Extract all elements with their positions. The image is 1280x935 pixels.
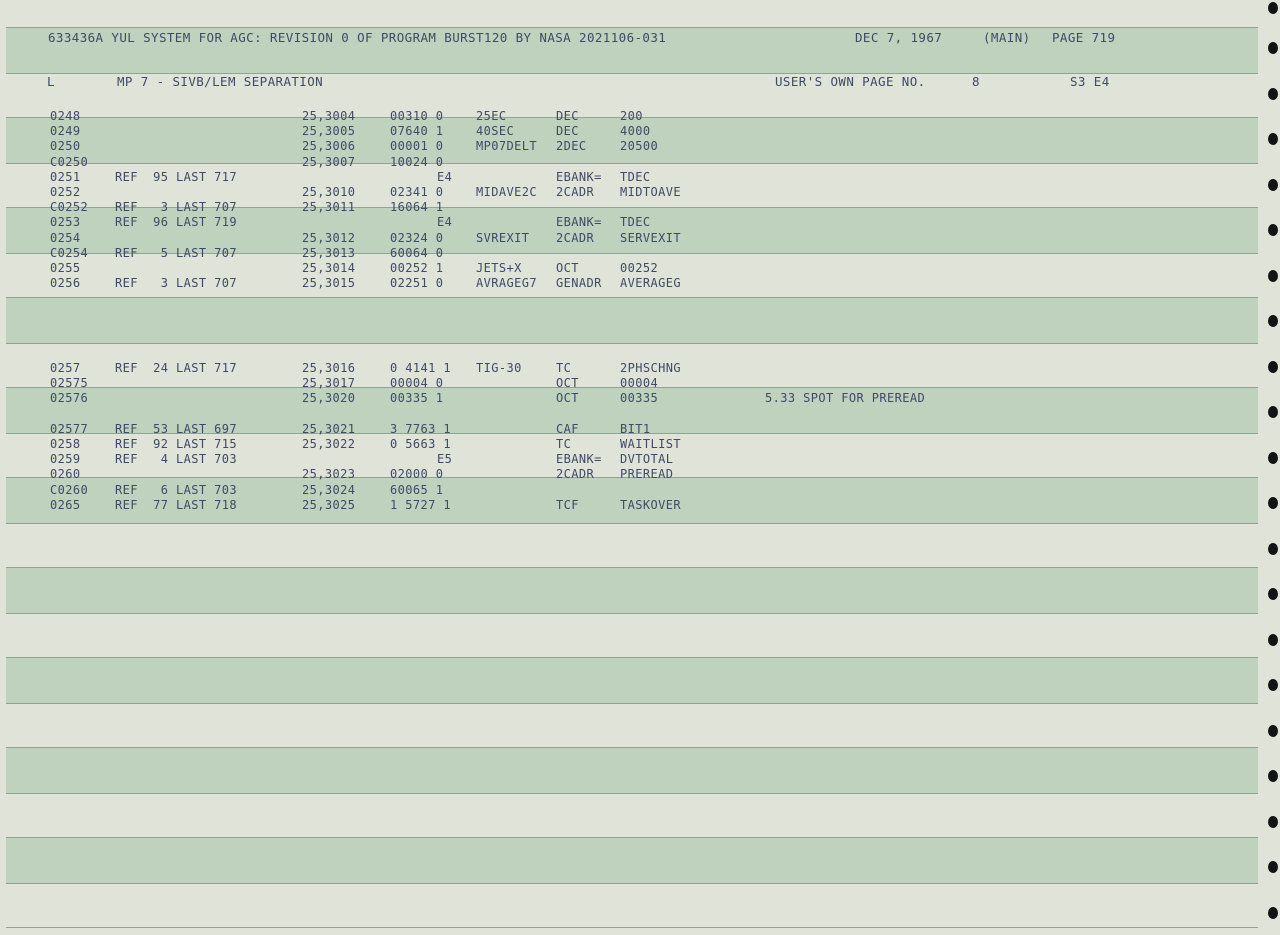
operand-field: PREREAD	[620, 467, 674, 482]
opcode-field: DEC	[556, 109, 579, 123]
address-field: 25,3021	[302, 421, 356, 436]
octal-word: 07640 1	[390, 124, 444, 139]
octal-word: 3 7763 1	[390, 421, 451, 436]
label-field: JETS+X	[476, 261, 522, 275]
operand-field: TDEC	[620, 215, 651, 230]
operand-field: AVERAGEG	[620, 276, 681, 291]
tractor-hole	[1268, 406, 1278, 418]
ref-field: REF 95 LAST 717	[115, 169, 237, 184]
ref-field: REF 5 LAST 707	[115, 245, 237, 260]
ref-field: REF 92 LAST 715	[115, 437, 237, 451]
line-number: 0248	[50, 109, 81, 123]
address-field: 25,3014	[302, 261, 356, 275]
opcode-field: TCF	[556, 497, 579, 512]
opcode-field: EBANK=	[556, 169, 602, 184]
octal-word: E5	[437, 452, 453, 467]
comment-field: 5.33 SPOT FOR PREREAD	[765, 391, 926, 406]
greenbar-band	[6, 747, 1258, 794]
line-number: 0254	[50, 230, 81, 245]
tractor-hole	[1268, 88, 1278, 100]
octal-word: 02251 0	[390, 276, 444, 291]
tractor-hole	[1268, 679, 1278, 691]
label-field: SVREXIT	[476, 230, 530, 245]
label-field: MP07DELT	[476, 139, 537, 154]
line-number: 0257	[50, 361, 81, 375]
line-number: 02575	[50, 376, 89, 391]
opcode-field: GENADR	[556, 276, 602, 291]
tractor-hole	[1268, 361, 1278, 373]
address-field: 25,3024	[302, 482, 356, 497]
line-number: 0259	[50, 452, 81, 467]
opcode-field: OCT	[556, 376, 579, 391]
line-number: 02576	[50, 391, 89, 406]
page-number: PAGE 719	[1052, 30, 1116, 45]
users-page-number: 8	[972, 74, 980, 89]
octal-word: 60065 1	[390, 482, 444, 497]
operand-field: BIT1	[620, 421, 651, 436]
opcode-field: DEC	[556, 124, 579, 139]
line-number: C0260	[50, 482, 89, 497]
greenbar-band	[6, 297, 1258, 344]
tractor-hole	[1268, 634, 1278, 646]
tractor-hole	[1268, 725, 1278, 737]
label-field: 25EC	[476, 109, 507, 123]
greenbar-band	[6, 567, 1258, 614]
listing-section: (MAIN)	[983, 30, 1031, 45]
label-field: TIG-30	[476, 361, 522, 375]
address-field: 25,3011	[302, 200, 356, 215]
address-field: 25,3012	[302, 230, 356, 245]
tractor-hole	[1268, 543, 1278, 555]
line-number: 0258	[50, 437, 81, 451]
tractor-hole	[1268, 133, 1278, 145]
octal-word: 02341 0	[390, 185, 444, 199]
ref-field: REF 77 LAST 718	[115, 497, 237, 512]
operand-field: 4000	[620, 124, 651, 139]
tractor-hole	[1268, 816, 1278, 828]
opcode-field: EBANK=	[556, 452, 602, 467]
address-field: 25,3010	[302, 185, 356, 199]
operand-field: MIDTOAVE	[620, 185, 681, 199]
line-number: 0256	[50, 276, 81, 291]
operand-field: 200	[620, 109, 643, 123]
ref-field: REF 53 LAST 697	[115, 421, 237, 436]
line-number: C0254	[50, 245, 89, 260]
ref-field: REF 4 LAST 703	[115, 452, 237, 467]
listing-date: DEC 7, 1967	[855, 30, 943, 45]
operand-field: 00335	[620, 391, 659, 406]
ref-field: REF 96 LAST 719	[115, 215, 237, 230]
line-number: 0251	[50, 169, 81, 184]
address-field: 25,3025	[302, 497, 356, 512]
opcode-field: CAF	[556, 421, 579, 436]
octal-word: 00252 1	[390, 261, 444, 275]
address-field: 25,3020	[302, 391, 356, 406]
line-number: 0250	[50, 139, 81, 154]
octal-word: 00335 1	[390, 391, 444, 406]
octal-word: 00310 0	[390, 109, 444, 123]
opcode-field: OCT	[556, 391, 579, 406]
opcode-field: OCT	[556, 261, 579, 275]
octal-word: 02324 0	[390, 230, 444, 245]
tractor-hole	[1268, 224, 1278, 236]
tractor-hole	[1268, 2, 1278, 14]
tractor-hole	[1268, 861, 1278, 873]
operand-field: 20500	[620, 139, 659, 154]
operand-field: SERVEXIT	[620, 230, 681, 245]
address-field: 25,3007	[302, 154, 356, 169]
octal-word: 0 4141 1	[390, 361, 451, 375]
page-subtitle: MP 7 - SIVB/LEM SEPARATION	[117, 74, 324, 89]
line-number: 0255	[50, 261, 81, 275]
greenbar-rule	[6, 927, 1258, 928]
greenbar-band	[6, 837, 1258, 884]
label-field: 40SEC	[476, 124, 515, 139]
operand-field: 00004	[620, 376, 659, 391]
octal-word: 60064 0	[390, 245, 444, 260]
greenbar-band	[6, 657, 1258, 704]
operand-field: WAITLIST	[620, 437, 681, 451]
tractor-hole	[1268, 315, 1278, 327]
users-page-label: USER'S OWN PAGE NO.	[775, 74, 926, 89]
octal-word: 0 5663 1	[390, 437, 451, 451]
log-marker: L	[47, 74, 55, 89]
octal-word: E4	[437, 169, 453, 184]
ref-field: REF 3 LAST 707	[115, 200, 237, 215]
label-field: MIDAVE2C	[476, 185, 537, 199]
octal-word: 16064 1	[390, 200, 444, 215]
opcode-field: 2CADR	[556, 185, 595, 199]
listing-title: 633436A YUL SYSTEM FOR AGC: REVISION 0 OF PROGRAM BURST120 BY NASA 2021106-031	[48, 30, 667, 45]
address-field: 25,3015	[302, 276, 356, 291]
opcode-field: EBANK=	[556, 215, 602, 230]
octal-word: 10024 0	[390, 154, 444, 169]
tractor-hole	[1268, 770, 1278, 782]
line-number: C0252	[50, 200, 89, 215]
address-field: 25,3017	[302, 376, 356, 391]
operand-field: 2PHSCHNG	[620, 361, 681, 375]
line-number: 0253	[50, 215, 81, 230]
address-field: 25,3004	[302, 109, 356, 123]
address-field: 25,3022	[302, 437, 356, 451]
address-field: 25,3023	[302, 467, 356, 482]
opcode-field: TC	[556, 361, 572, 375]
operand-field: 00252	[620, 261, 659, 275]
operand-field: DVTOTAL	[620, 452, 674, 467]
line-number: 0260	[50, 467, 81, 482]
address-field: 25,3016	[302, 361, 356, 375]
label-field: AVRAGEG7	[476, 276, 537, 291]
tractor-hole	[1268, 179, 1278, 191]
opcode-field: 2CADR	[556, 230, 595, 245]
line-number: 02577	[50, 421, 89, 436]
ref-field: REF 6 LAST 703	[115, 482, 237, 497]
line-number: 0265	[50, 497, 81, 512]
line-number: 0249	[50, 124, 81, 139]
opcode-field: 2CADR	[556, 467, 595, 482]
bank-code: S3 E4	[1070, 74, 1110, 89]
tractor-hole	[1268, 907, 1278, 919]
tractor-hole	[1268, 588, 1278, 600]
ref-field: REF 3 LAST 707	[115, 276, 237, 291]
operand-field: TASKOVER	[620, 497, 681, 512]
octal-word: 00001 0	[390, 139, 444, 154]
address-field: 25,3006	[302, 139, 356, 154]
line-number: C0250	[50, 154, 89, 169]
tractor-hole	[1268, 497, 1278, 509]
line-number: 0252	[50, 185, 81, 199]
octal-word: 02000 0	[390, 467, 444, 482]
octal-word: 1 5727 1	[390, 497, 451, 512]
opcode-field: 2DEC	[556, 139, 587, 154]
tractor-hole	[1268, 270, 1278, 282]
operand-field: TDEC	[620, 169, 651, 184]
address-field: 25,3013	[302, 245, 356, 260]
address-field: 25,3005	[302, 124, 356, 139]
ref-field: REF 24 LAST 717	[115, 361, 237, 375]
tractor-hole	[1268, 452, 1278, 464]
octal-word: 00004 0	[390, 376, 444, 391]
opcode-field: TC	[556, 437, 572, 451]
tractor-hole	[1268, 42, 1278, 54]
octal-word: E4	[437, 215, 453, 230]
